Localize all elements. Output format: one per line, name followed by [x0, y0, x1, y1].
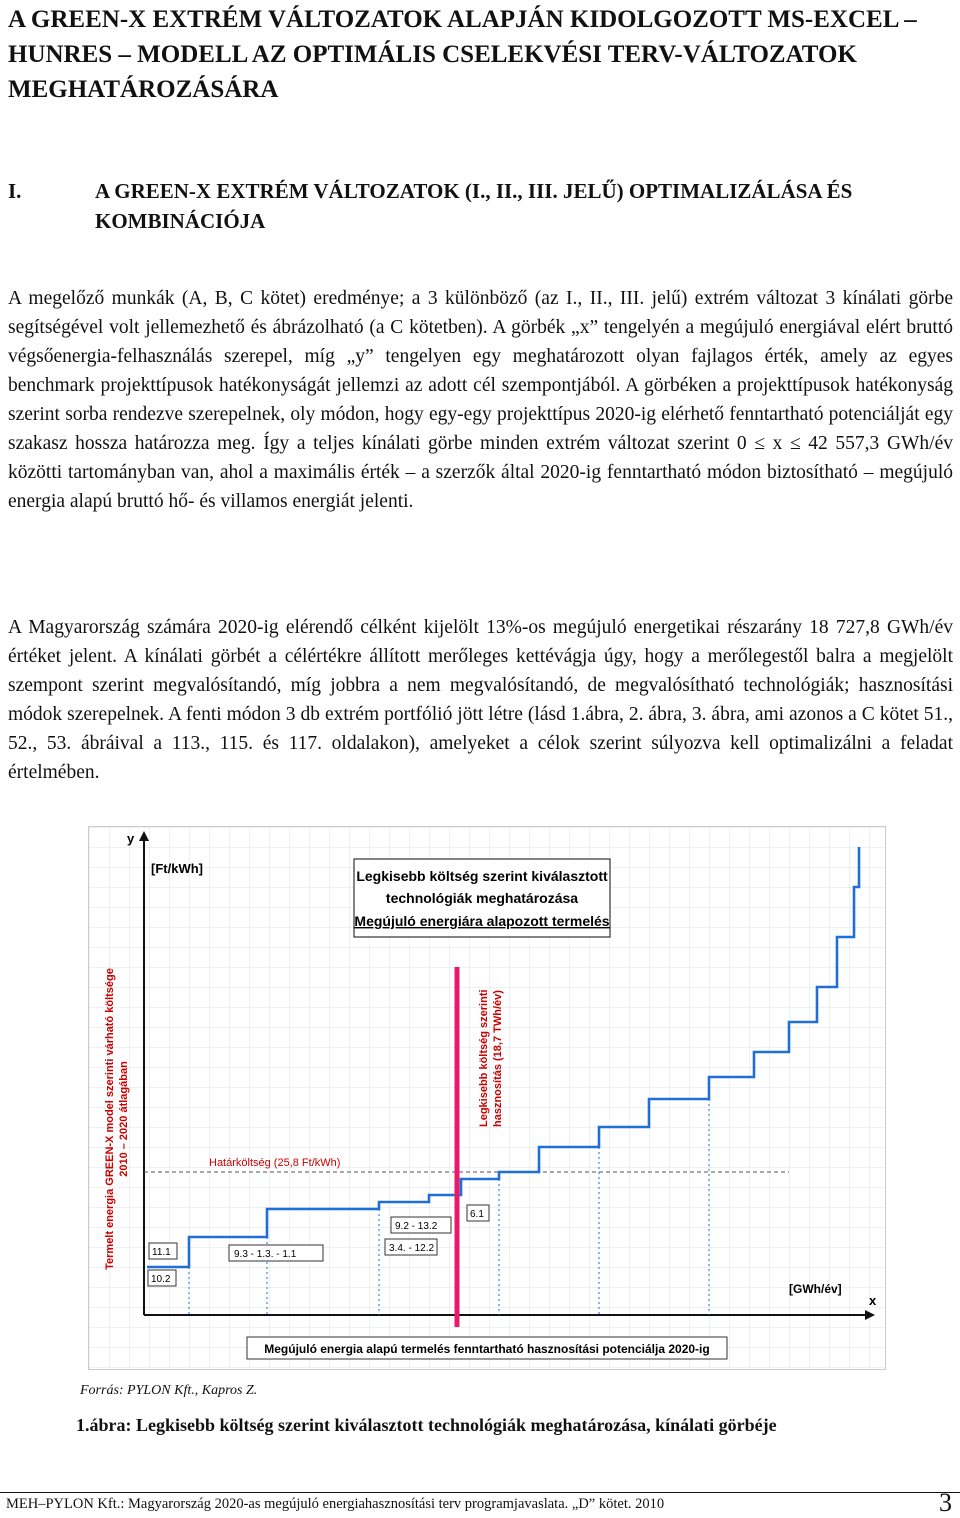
page-footer: MEH–PYLON Kft.: Magyarország 2020-as megújuló energiahasznosítási terv programjavaslata. „D” kötet. 2010	[6, 1496, 665, 1512]
page-number: 3	[939, 1488, 952, 1517]
box-10-2: 10.2	[151, 1274, 171, 1285]
chart-title-box	[354, 859, 610, 937]
vertical-label-line-2: hasznosítás (18,7 TWh/év)	[492, 990, 504, 1127]
title-box-line-1: Legkisebb költség szerint kiválasztott	[356, 868, 608, 884]
section-number: I.	[8, 179, 22, 203]
paragraph-2: A Magyarország számára 2020-ig elérendő célként kijelölt 13%-os megújuló energetikai részarány 18 727,8 GWh/év értéket jelent. A kínálati görbét a célértékre állított merőleges kettévágja úgy, hogy a merőlegestől balra a megjelölt szempont szerint megvalósítandó, míg jobbra a nem megvalósítandó, de megvalósítható technológiák; hasznosítási módok szerepelnek. A fenti módon 3 db extrém portfólió jött létre (lásd 1.ábra, 2. ábra, 3. ábra, ami azonos a C kötet 51., 52., 53. ábráival a 113., 115. és 117. oldalakon), amelyeket a célok szerint súlyozva kell optimalizálni a feladat értelmében.	[8, 617, 953, 783]
box-9-2: 9.2 - 13.2	[395, 1221, 438, 1232]
x-axis-footer-box	[247, 1337, 727, 1359]
supply-curve-figure	[88, 826, 886, 1370]
figure-source: Forrás: PYLON Kft., Kapros Z.	[80, 1383, 258, 1398]
footer-rule	[0, 1492, 960, 1493]
vertical-label-line-1: Legkisebb költség szerinti	[478, 989, 490, 1127]
title-box-line-2: technológiák meghatározása	[385, 890, 579, 906]
x-axis-letter: x	[869, 1293, 877, 1308]
y-unit-label: [Ft/kWh]	[151, 861, 203, 876]
box-3-4: 3.4. - 12.2	[389, 1243, 435, 1254]
limit-cost-label: Határköltség (25,8 Ft/kWh)	[209, 1157, 341, 1169]
y-axis-title-line-1: Termelt energia GREEN-X model szerinti várható költsége	[104, 968, 116, 1270]
x-axis-footer-text: Megújuló energia alapú termelés fenntartható hasznosítási potenciálja 2020-ig	[264, 1342, 710, 1356]
box-9-3: 9.3 - 1.3. - 1.1	[234, 1249, 297, 1260]
document-title: A GREEN-X EXTRÉM VÁLTOZATOK ALAPJÁN KIDOLGOZOTT MS-EXCEL – HUNRES – MODELL AZ OPTIMÁLIS CSELEKVÉSI TERV-VÁLTOZATOK MEGHATÁROZÁSÁRA	[8, 6, 917, 103]
paragraph-1: A megelőző munkák (A, B, C kötet) eredménye; a 3 különböző (az I., II., III. jelű) extrém változat 3 kínálati görbe segítségével volt jellemezhető és ábrázolható (a C kötetben). A görbék „x” tengelyén a megújuló energiával elért bruttó végsőenergia-felhasználás szerepel, míg „y” tengelyen egy meghatározott olyan fajlagos érték, amely az egyes benchmark projekttípusok hatékonyságát jellemzi az adott cél szempontjából. A görbéken a projekttípusok hatékonyság szerint sorba rendezve szerepelnek, oly módon, hogy egy-egy projekttípus 2020-ig elérhető fenntartható potenciálját egy szakasz hossza határozza meg. Így a teljes kínálati görbe minden extrém változat szerint 0 ≤ x ≤ 42 557,3 GWh/év közötti tartományban van, ahol a maximális érték – a szerzők által 2020-ig fenntartható módon biztosítható – megújuló energia alapú bruttó hő- és villamos energiát jelenti.	[8, 288, 953, 512]
title-box-line-3: Megújuló energiára alapozott termelés	[354, 913, 610, 929]
figure-caption: 1.ábra: Legkisebb költség szerint kiválasztott technológiák meghatározása, kínálati görbéje	[76, 1415, 777, 1435]
box-6-1: 6.1	[470, 1209, 484, 1220]
box-11-1: 11.1	[152, 1247, 171, 1258]
section-title: A GREEN-X EXTRÉM VÁLTOZATOK (I., II., III. JELŰ) OPTIMALIZÁLÁSA ÉS KOMBINÁCIÓJA	[95, 179, 853, 233]
y-axis-title-line-2: 2010 – 2020 átlagában	[118, 1061, 130, 1177]
x-unit-label: [GWh/év]	[789, 1282, 842, 1296]
y-axis-letter: y	[127, 831, 135, 846]
